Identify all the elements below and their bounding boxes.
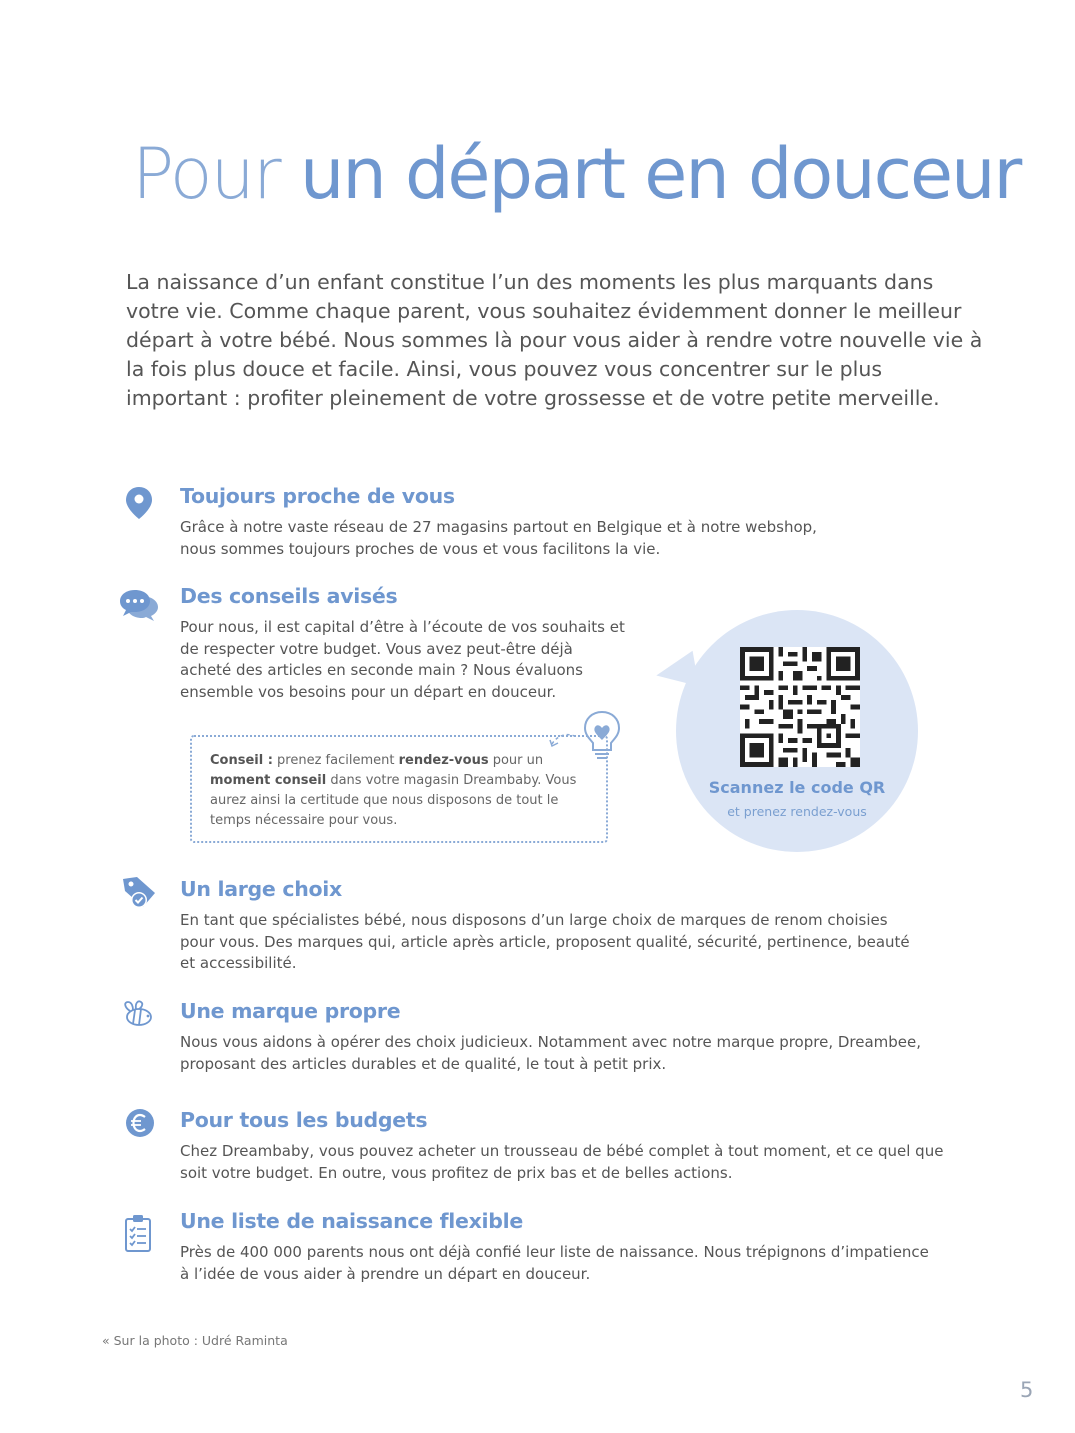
clipboard-list-icon [124,1213,154,1253]
section-title: Toujours proche de vous [180,484,455,508]
lightbulb-icon [548,710,624,770]
location-pin-icon [124,486,154,520]
price-tag-check-icon [121,875,159,911]
section-text: Pour nous, il est capital d’être à l’écoute de vos souhaits et de respecter votre budget. Vous avez peut-être déjà acheté des articles en seconde main ? Nous évaluons ensemble vos besoins pour un départ en douceur. [180,618,625,701]
page-title [132,133,1021,215]
qr-code[interactable] [740,647,860,767]
tip-box [190,735,608,843]
section-title: Un large choix [180,877,342,901]
title-light: Pour [132,133,280,215]
section-title: Pour tous les budgets [180,1108,428,1132]
qr-title: Scannez le code QR [708,778,886,797]
section-text: Près de 400 000 parents nous ont déjà confié leur liste de naissance. Nous trépignons d’impatience à l’idée de vous aider à prendre un départ en douceur. [180,1243,929,1283]
intro-paragraph: La naissance d’un enfant constitue l’un des moments les plus marquants dans votre vie. Comme chaque parent, vous souhaitez évidemment donner le meilleur départ à votre bébé. Nous sommes là pour vous aider à rendre votre nouvelle vie à la fois plus douce et facile. Ainsi, vous pouvez vous concentrer sur le plus important : profiter pleinement de votre grossesse et de votre petite merveille. [126,270,983,410]
section-text: En tant que spécialistes bébé, nous disposons d’un large choix de marques de renom choisies pour vous. Des marques qui, article après article, proposent qualité, sécurité, pertinence, beauté et accessibilité. [180,911,910,972]
section-title: Une marque propre [180,999,401,1023]
page-number: 5 [1020,1378,1034,1402]
chat-bubbles-icon [118,588,160,622]
photo-caption: « Sur la photo : Udré Raminta [102,1333,288,1348]
tip-text: Conseil : prenez facilement rendez-vous pour un moment conseil dans votre magasin Dreambaby. Vous aurez ainsi la certitude que nous disposons de tout le temps nécessaire pour vous. [210,753,577,828]
section-title: Des conseils avisés [180,584,398,608]
section-text: Chez Dreambaby, vous pouvez acheter un trousseau de bébé complet à tout moment, et ce quel que soit votre budget. En outre, vous profitez de prix bas et de belles actions. [180,1142,944,1182]
euro-coin-icon [125,1108,155,1138]
section-title: Une liste de naissance flexible [180,1209,523,1233]
section-text: Nous vous aidons à opérer des choix judicieux. Notamment avec notre marque propre, Dreambee, proposant des articles durables et de qualité, le tout à petit prix. [180,1033,922,1073]
bee-icon [122,999,158,1029]
section-text: Grâce à notre vaste réseau de 27 magasins partout en Belgique et à notre webshop, nous sommes toujours proches de vous et vous facilitons la vie. [180,518,817,558]
qr-subtitle: et prenez rendez-vous [727,804,867,819]
title-bold: un départ en douceur [299,133,1021,215]
